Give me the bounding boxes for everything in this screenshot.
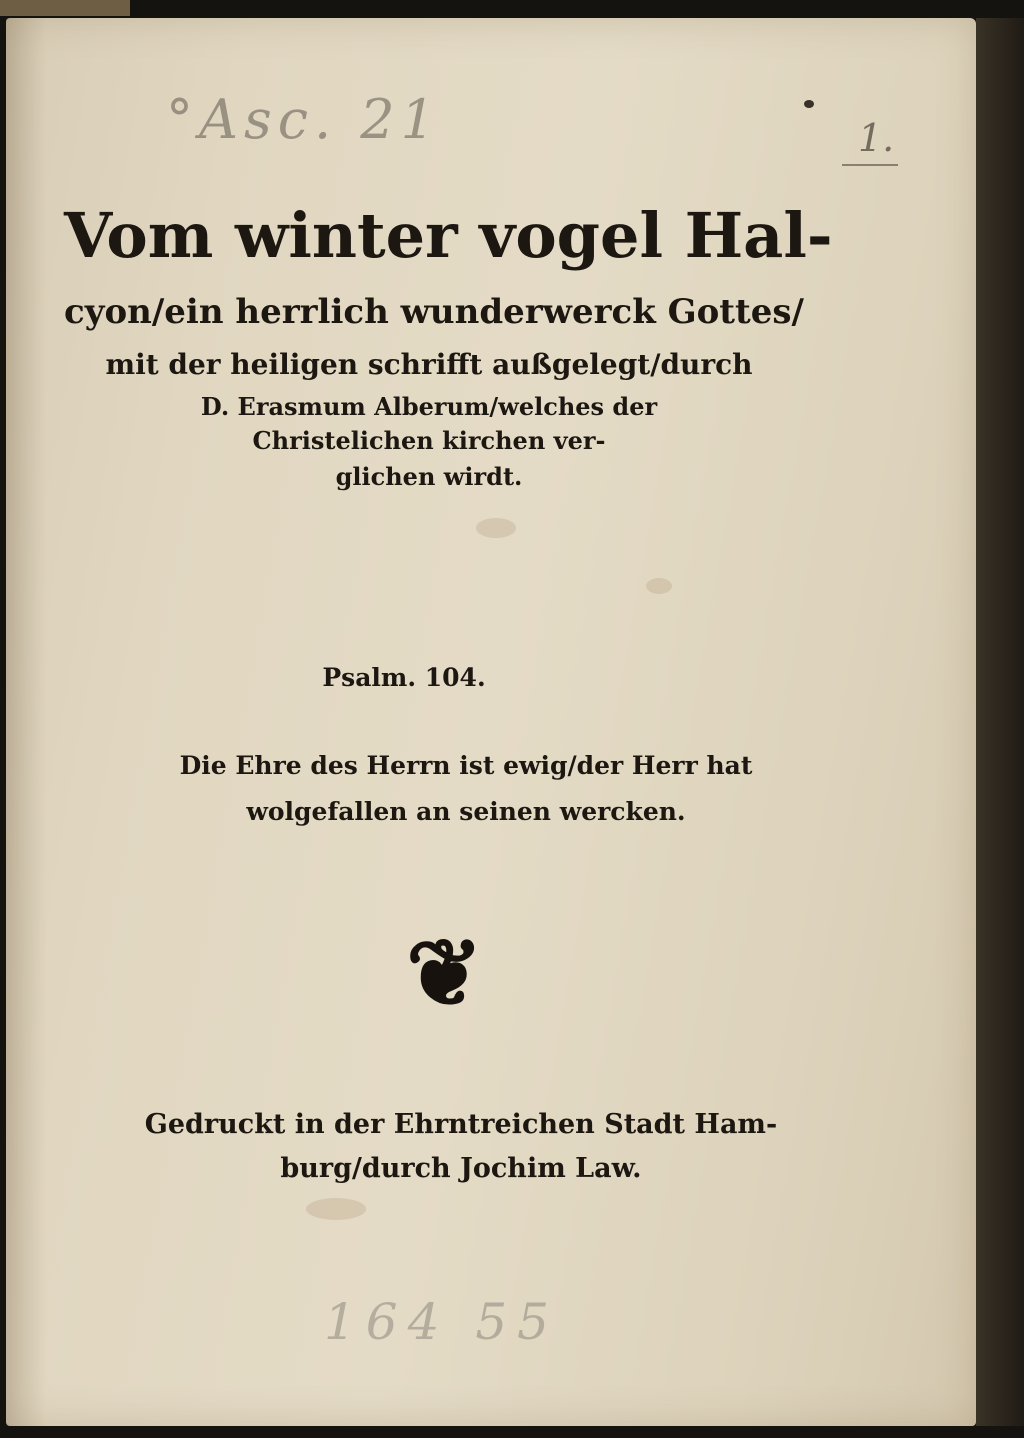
ink-dot: [804, 100, 814, 108]
paper-stain: [646, 578, 672, 594]
title-line: mit der heiligen schrifft außgelegt/durch: [105, 348, 753, 381]
psalm-reference: Psalm. 104.: [322, 663, 486, 692]
binding-edge: [976, 18, 1024, 1426]
title-line: Vom winter vogel Hal-: [64, 199, 833, 272]
psalm-line: wolgefallen an seinen wercken.: [246, 797, 686, 826]
pencil-call-number: 164 55: [324, 1293, 559, 1351]
book-title: [64, 188, 833, 496]
title-line: glichen wirdt.: [335, 462, 523, 491]
printer-imprint: [121, 1103, 801, 1191]
title-line: cyon/ein herrlich wunderwerck Gottes/: [64, 292, 804, 332]
paper-stain: [306, 1198, 366, 1220]
folio-number: 1.: [858, 116, 895, 160]
pencil-shelfmark: °Asc. 21: [166, 88, 441, 151]
psalm-quote: [106, 743, 826, 835]
title-line: Christelichen kirchen ver-: [252, 426, 606, 455]
page-gutter-shadow: [6, 18, 46, 1426]
paper-stain: [476, 518, 516, 538]
folio-underline: [842, 164, 898, 166]
fleuron-ornament-icon: ❦: [406, 919, 484, 1027]
binding-corner: [0, 0, 130, 16]
psalm-line: Die Ehre des Herrn ist ewig/der Herr hat: [179, 751, 753, 780]
imprint-line: burg/durch Jochim Law.: [280, 1153, 642, 1184]
title-page: [6, 18, 976, 1426]
title-line: D. Erasmum Alberum/welches der: [200, 392, 658, 421]
imprint-line: Gedruckt in der Ehrntreichen Stadt Ham-: [144, 1109, 778, 1140]
